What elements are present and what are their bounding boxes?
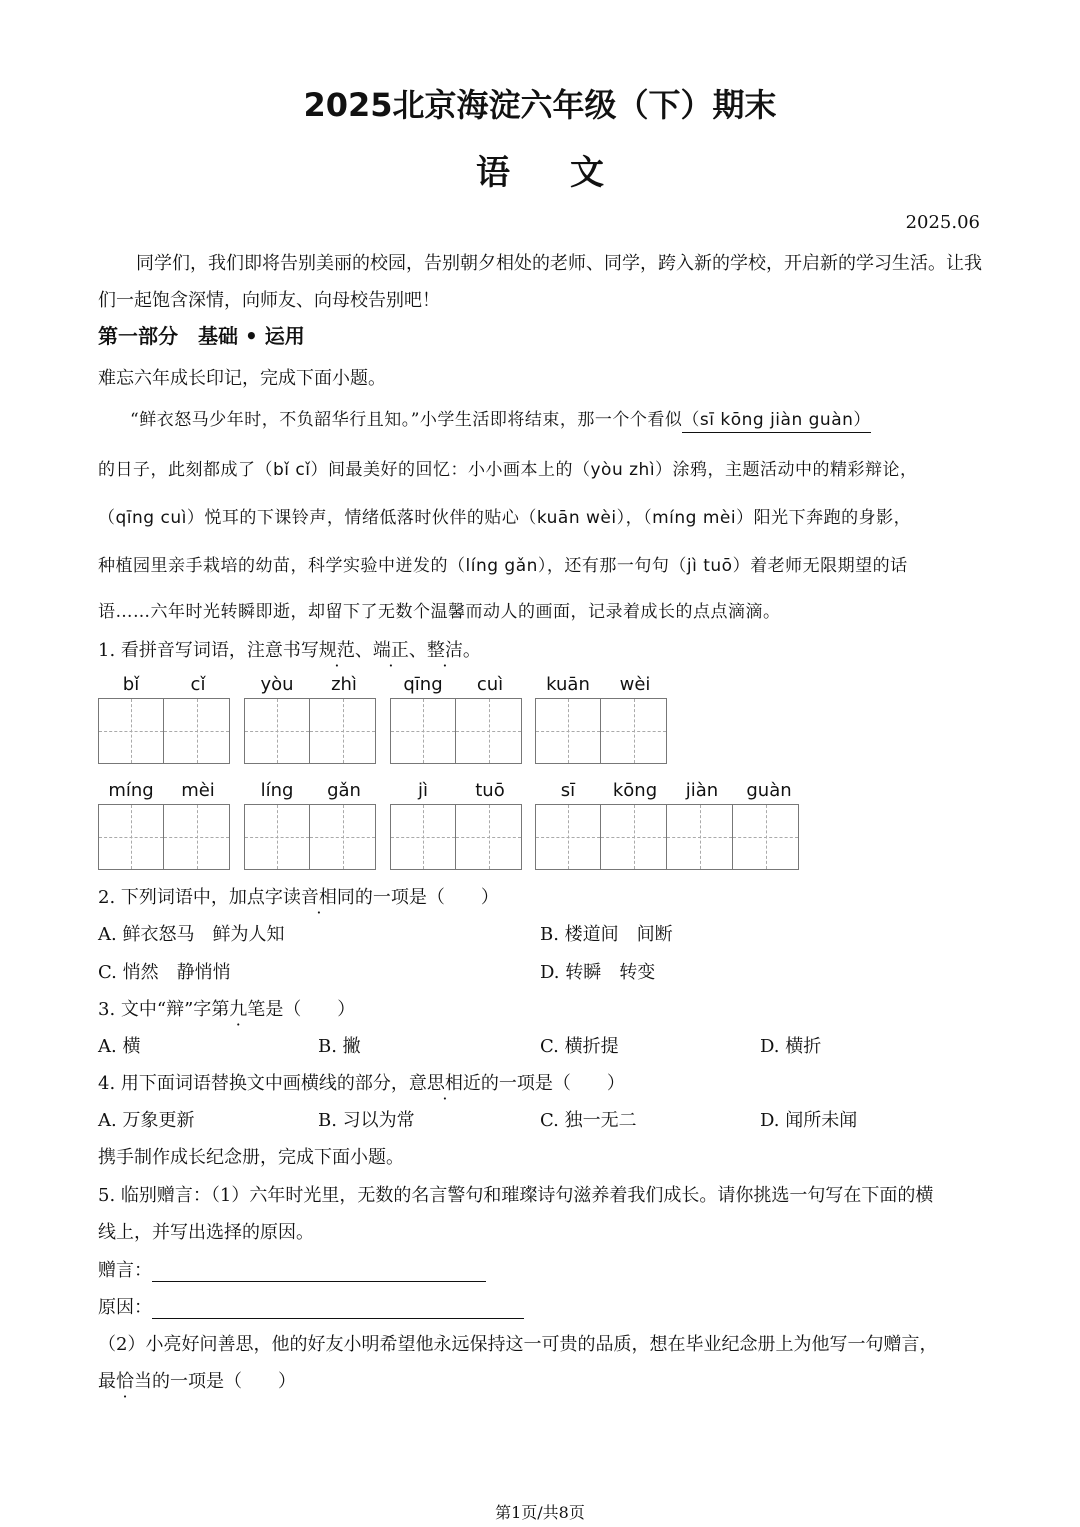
q3-option-c[interactable]: C. 横折提 [540, 1036, 619, 1057]
q2-option-b[interactable]: B. 楼道间 间断 [540, 924, 673, 945]
q2-text: 2. 下列词语中，加点字 [98, 887, 283, 908]
q4-option-d[interactable]: D. 闻所未闻 [760, 1110, 858, 1131]
pinyin-label: míng [108, 780, 154, 801]
reason-label: 原因： [98, 1297, 152, 1318]
q5-text: 的一项是（ ） [152, 1371, 296, 1392]
subject-title: 语文 [476, 153, 664, 193]
pinyin-label: jiàn [685, 780, 719, 801]
question-5-line-2: 线上，并写出选择的原因。 [98, 1222, 314, 1243]
motto-blank[interactable] [152, 1263, 486, 1282]
pinyin-label: kuān [546, 674, 590, 695]
question-2 [98, 883, 499, 909]
writing-cell[interactable] [244, 804, 310, 870]
pinyin-label: yòu [260, 674, 294, 695]
page-footer: 第1页/共8页 [495, 1503, 585, 1522]
writing-cell[interactable] [601, 804, 667, 870]
question-4 [98, 1069, 625, 1095]
dotted-word: 端正 [372, 640, 409, 661]
q3-text: 是（ ） [265, 999, 356, 1020]
writing-cell[interactable] [535, 698, 601, 764]
writing-cell[interactable] [244, 698, 310, 764]
writing-cell[interactable] [98, 698, 164, 764]
pinyin-label: gǎn [327, 780, 361, 801]
writing-cell[interactable] [390, 698, 456, 764]
q2-option-a[interactable]: A. 鲜衣怒马 鲜为人知 [98, 924, 285, 945]
pinyin-label: kōng [612, 780, 658, 801]
question-1 [98, 636, 481, 662]
section-intro-2: 携手制作成长纪念册，完成下面小题。 [98, 1147, 404, 1168]
writing-grid [390, 698, 522, 764]
intro-paragraph: 同学们，我们即将告别美丽的校园，告别朝夕相处的老师、同学，跨入新的学校，开启新的学习生活。让我们一起饱含深情，向师友、向母校告别吧！ [98, 253, 982, 311]
question-5-part-2-end [98, 1367, 296, 1393]
writing-cell[interactable] [667, 804, 733, 870]
q2-option-c[interactable]: C. 悄然 静悄悄 [98, 962, 231, 983]
passage-line-5: 语……六年时光转瞬即逝，却留下了无数个温馨而动人的画面，记录着成长的点点滴滴。 [98, 602, 781, 622]
question-5-line-1: 5. 临别赠言：（1）六年时光里，无数的名言警句和璀璨诗句滋养着我们成长。请你挑选一句写在下面的横 [98, 1185, 934, 1206]
q3-option-b[interactable]: B. 撇 [318, 1036, 361, 1057]
pinyin-label: sī [560, 780, 576, 801]
writing-grid [535, 698, 667, 764]
question-3 [98, 995, 355, 1021]
pinyin-label: tuō [475, 780, 505, 801]
q3-option-d[interactable]: D. 横折 [760, 1036, 822, 1057]
part-heading: 第一部分 基础 • 运用 [98, 324, 305, 348]
q4-option-b[interactable]: B. 习以为常 [318, 1110, 415, 1131]
motto-row [98, 1256, 486, 1282]
question-5-part-2: （2）小亮好问善思，他的好友小明希望他永远保持这一可贵的品质，想在毕业纪念册上为他写一句赠言， [98, 1334, 938, 1355]
writing-cell[interactable] [535, 804, 601, 870]
pinyin-label: líng [260, 780, 294, 801]
q1-text: 1. 看拼音写词语，注意书写 [98, 640, 319, 661]
pinyin-label: wèi [619, 674, 651, 695]
writing-cell[interactable] [164, 804, 230, 870]
q2-option-d[interactable]: D. 转瞬 转变 [540, 962, 656, 983]
reason-row [98, 1293, 524, 1319]
underlined-pinyin: （sī kōng jiàn guàn） [682, 410, 871, 433]
q1-end: 。 [462, 640, 481, 661]
dotted-word: 最恰当 [98, 1371, 152, 1392]
pinyin-label: zhì [331, 674, 357, 695]
writing-grid [244, 698, 376, 764]
q4-option-a[interactable]: A. 万象更新 [98, 1110, 195, 1131]
q3-option-a[interactable]: A. 横 [98, 1036, 141, 1057]
q4-option-c[interactable]: C. 独一无二 [540, 1110, 637, 1131]
dotted-word: 规范 [318, 640, 355, 661]
pinyin-label: cuì [476, 674, 504, 695]
motto-label: 赠言： [98, 1260, 152, 1281]
writing-cell[interactable] [456, 804, 522, 870]
pinyin-label: qīng [403, 674, 443, 695]
q2-text: 的一项是（ ） [354, 887, 499, 908]
q4-text: 4. 用下面词语替换文中画横线的部分， [98, 1073, 409, 1094]
pinyin-label: mèi [181, 780, 215, 801]
writing-grid [98, 804, 230, 870]
writing-cell[interactable] [164, 698, 230, 764]
q1-sep: 、 [354, 640, 373, 661]
reason-blank[interactable] [152, 1300, 524, 1319]
writing-cell[interactable] [601, 698, 667, 764]
writing-grid [535, 804, 799, 870]
pinyin-label: cǐ [190, 674, 206, 695]
q4-text: 的一项是（ ） [480, 1073, 625, 1094]
dotted-word: 整洁 [426, 640, 463, 661]
writing-cell[interactable] [98, 804, 164, 870]
dotted-word: 意思相近 [408, 1073, 481, 1094]
writing-cell[interactable] [310, 804, 376, 870]
exam-date: 2025.06 [905, 212, 980, 233]
section-intro: 难忘六年成长印记，完成下面小题。 [98, 368, 386, 389]
passage-line-3: （qīng cuì）悦耳的下课铃声，情绪低落时伙伴的贴心（kuān wèi），（míng mèi）阳光下奔跑的身影， [98, 508, 912, 528]
passage-line-1 [130, 405, 871, 430]
passage-text: “鲜衣怒马少年时，不负韶华行且知。”小学生活即将结束，那一个个看似 [130, 410, 683, 430]
writing-grid [390, 804, 522, 870]
passage-line-2: 的日子，此刻都成了（bǐ cǐ）间最美好的回忆：小小画本上的（yòu zhì）涂鸦，主题活动中的精彩辩论， [98, 460, 918, 480]
q1-sep: 、 [408, 640, 427, 661]
exam-title: 2025北京海淀六年级（下）期末 [303, 86, 777, 124]
dotted-word: 读音相同 [282, 887, 355, 908]
writing-cell[interactable] [390, 804, 456, 870]
writing-cell[interactable] [733, 804, 799, 870]
q3-text: 3. 文中“辩”字 [98, 999, 212, 1020]
pinyin-label: bǐ [122, 674, 140, 695]
pinyin-label: guàn [746, 780, 792, 801]
dotted-word: 第九笔 [211, 999, 266, 1020]
writing-cell[interactable] [310, 698, 376, 764]
passage-line-4: 种植园里亲手栽培的幼苗，科学实验中迸发的（líng gǎn），还有那一句句（jì tuō）着老师无限期望的话 [98, 556, 908, 576]
writing-grid [244, 804, 376, 870]
writing-grid [98, 698, 230, 764]
writing-cell[interactable] [456, 698, 522, 764]
pinyin-label: jì [417, 780, 428, 801]
